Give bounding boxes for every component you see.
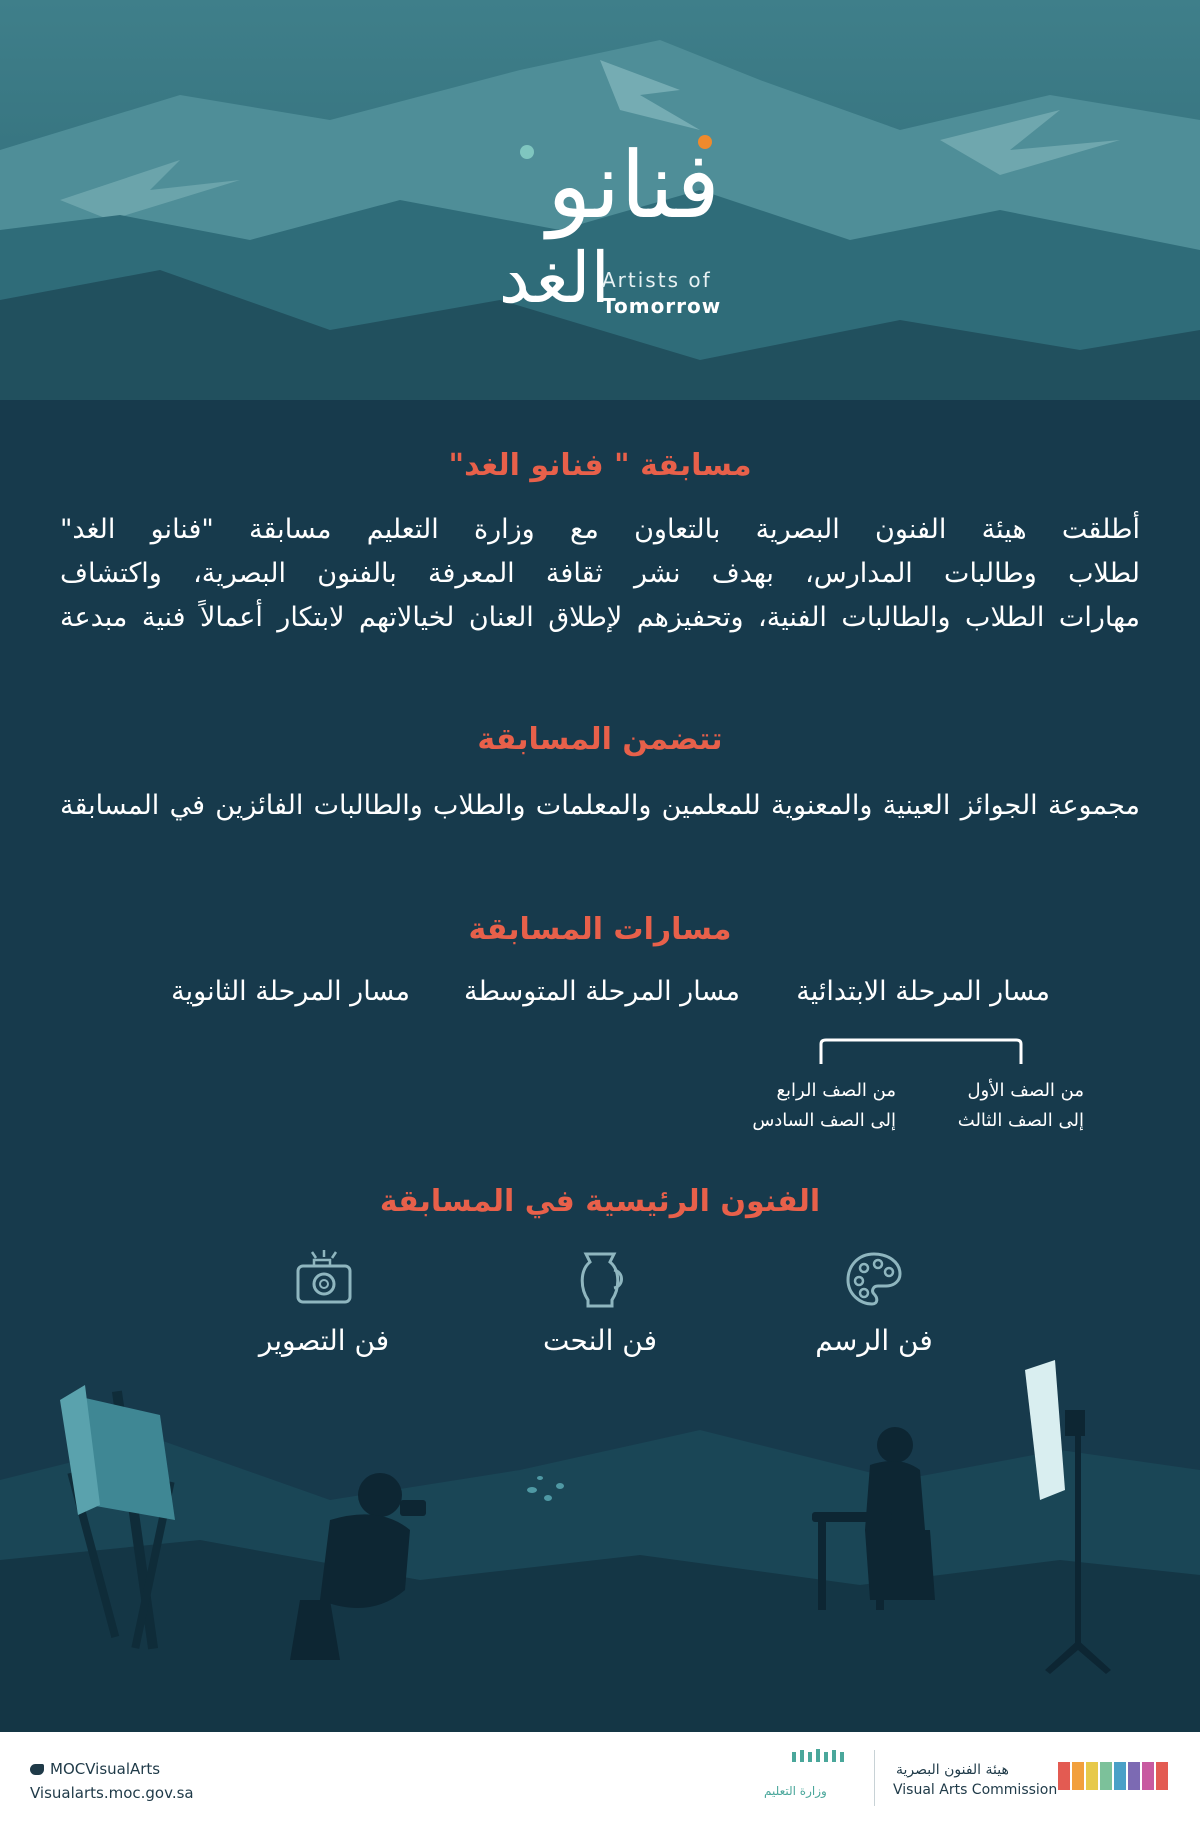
visual-arts-commission-logo <box>1058 1756 1170 1796</box>
section1-title: مسابقة " فنانو الغد" <box>448 448 752 483</box>
section4-title: الفنون الرئيسية في المسابقة <box>379 1184 821 1219</box>
grades-group-1 <box>958 1076 1084 1136</box>
grades-group-2 <box>752 1076 896 1136</box>
section1-paragraph <box>60 508 1140 640</box>
track-primary: مسار المرحلة الابتدائية <box>796 976 1050 1007</box>
grades-bracket <box>818 1036 1024 1066</box>
commission-name-en: Visual Arts Commission <box>893 1782 1058 1798</box>
grades-group-1-line1: من الصف الأول <box>967 1080 1084 1101</box>
twitter-icon <box>30 1764 44 1775</box>
twitter-handle-text: MOCVisualArts <box>50 1760 161 1778</box>
commission-name-ar: هيئة الفنون البصرية <box>896 1762 1009 1778</box>
logo-arabic-top: فنانو <box>547 132 720 239</box>
section1-line-3: مهارات الطلاب والطالبات الفنية، وتحفيزهم لإطلاق العنان لخيالاتهم لابتكار أعمالاً فنية مبدعة <box>60 602 1140 633</box>
camera-icon <box>292 1248 356 1312</box>
twitter-handle[interactable] <box>30 1760 160 1778</box>
section3-title: مسارات المسابقة <box>468 912 732 947</box>
art-photography-label: فن التصوير <box>258 1324 390 1357</box>
footer <box>0 1732 1200 1824</box>
track-intermediate: مسار المرحلة المتوسطة <box>464 976 740 1007</box>
website-link[interactable]: Visualarts.moc.gov.sa <box>30 1784 194 1802</box>
logo-arabic-bottom: الغد <box>498 237 610 319</box>
art-sculpture-label: فن النحت <box>543 1324 657 1357</box>
palette-icon <box>842 1248 906 1312</box>
vase-icon <box>568 1248 632 1312</box>
ministry-name-ar: وزارة التعليم <box>764 1784 827 1798</box>
grades-group-2-line1: من الصف الرابع <box>776 1080 896 1101</box>
grades-group-2-line2: إلى الصف السادس <box>752 1110 896 1131</box>
section2-text: مجموعة الجوائز العينية والمعنوية للمعلمين والمعلمات والطلاب والطالبات الفائزين في المسابقة <box>60 790 1140 821</box>
art-painting-label: فن الرسم <box>815 1324 933 1357</box>
track-secondary: مسار المرحلة الثانوية <box>171 976 410 1007</box>
logo-english-line1: Artists of <box>602 268 712 292</box>
grades-group-1-line2: إلى الصف الثالث <box>957 1110 1084 1131</box>
artists-of-tomorrow-logo <box>430 100 770 340</box>
logo-english-line2: Tomorrow <box>602 294 722 318</box>
logo-dot-left <box>520 145 534 159</box>
section2-title: تتضمن المسابقة <box>477 722 723 757</box>
section1-line-2: لطلاب وطالبات المدارس، بهدف نشر ثقافة المعرفة بالفنون البصرية، واكتشاف <box>60 558 1140 589</box>
section1-line-1: أطلقت هيئة الفنون البصرية بالتعاون مع وزارة التعليم مسابقة "فنانو الغد" <box>60 514 1140 545</box>
footer-divider <box>874 1750 875 1806</box>
